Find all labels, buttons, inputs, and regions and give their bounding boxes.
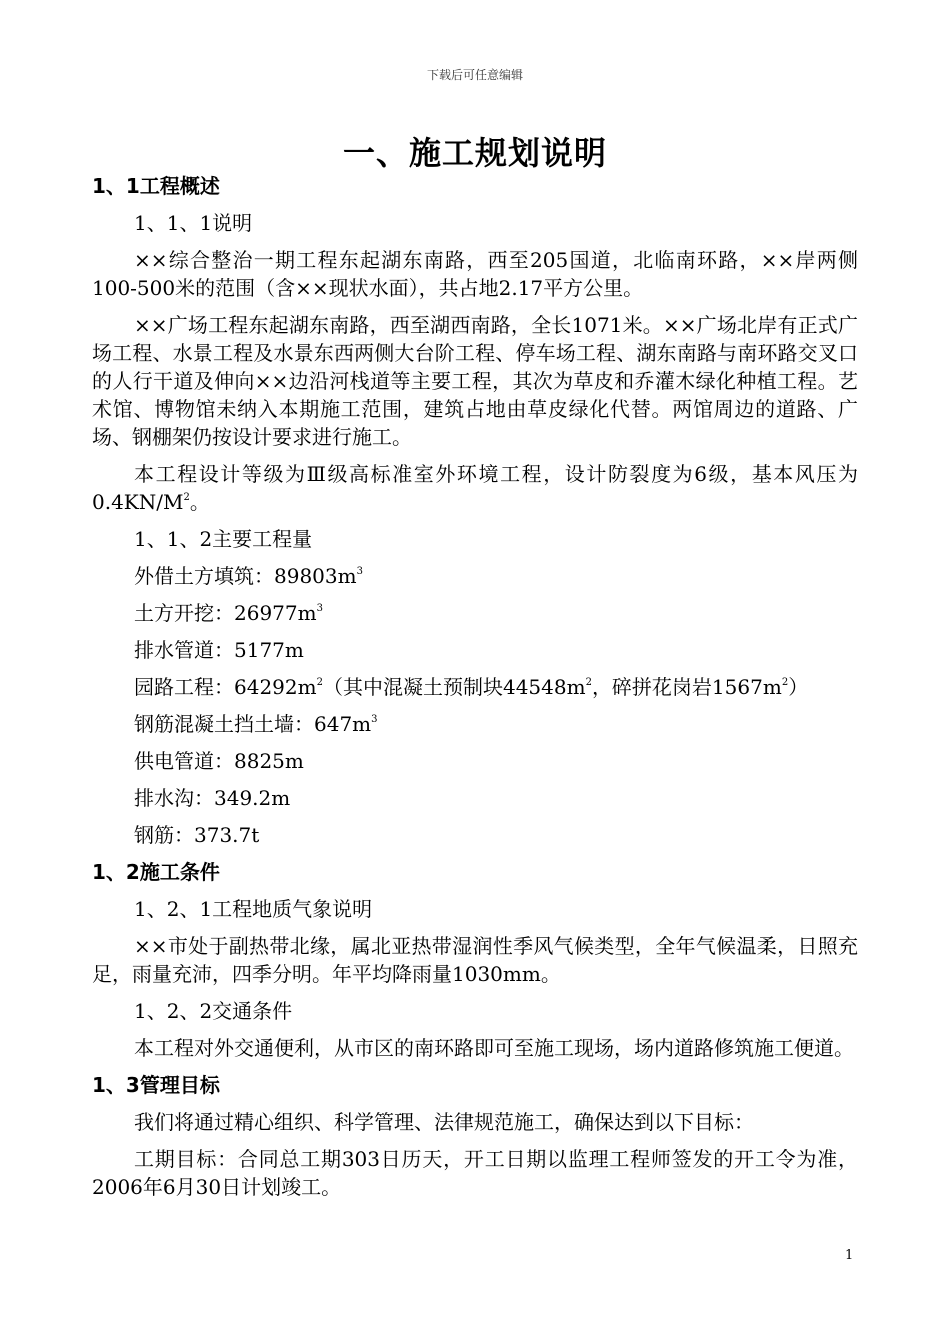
section-heading-management-goals: 1、3管理目标 [92, 1073, 220, 1097]
quantity-item: 钢筋：373.7t [134, 823, 260, 847]
document-body [92, 172, 858, 1210]
paragraph-traffic: 本工程对外交通便利，从市区的南环路即可至施工现场，场内道路修筑施工便道。 [134, 1036, 854, 1060]
page-number: 1 [845, 1248, 854, 1263]
section-heading-conditions: 1、2施工条件 [92, 860, 220, 884]
paragraph-design-grade: 本工程设计等级为Ⅲ级高标准室外环境工程，设计防裂度为6级，基本风压为$0.4KN/M^2$。 [92, 462, 858, 514]
quantity-item: 外借土方填筑：$89803m^3$ [134, 564, 363, 588]
paragraph-scope: ××综合整治一期工程东起湖东南路，西至205国道，北临南环路，××岸两侧100-500米的范围（含××现状水面），共占地2.17平方公里。 [92, 248, 858, 300]
paragraph-schedule-goal: 工期目标：合同总工期303日历天，开工日期以监理工程师签发的开工令为准，2006年6月30日计划竣工。 [92, 1147, 858, 1199]
subsection-heading-description: 1、1、1说明 [134, 211, 253, 235]
quantity-item: 园路工程：$64292m^2$（其中混凝土预制块$44548m^2$，碎拼花岗岩$1567m^2$） [134, 675, 809, 699]
document-title: 一、施工规划说明 [342, 134, 607, 172]
quantity-item: 土方开挖：$26977m^3$ [134, 601, 323, 625]
quantity-item: 钢筋混凝土挡土墙：$647m^3$ [134, 712, 378, 736]
quantity-item: 供电管道：8825m [134, 749, 304, 773]
subsection-heading-traffic: 1、2、2交通条件 [134, 999, 293, 1023]
subsection-heading-geology-climate: 1、2、1工程地质气象说明 [134, 897, 373, 921]
subsection-heading-quantities: 1、1、2主要工程量 [134, 527, 313, 551]
paragraph-goals-intro: 我们将通过精心组织、科学管理、法律规范施工，确保达到以下目标： [134, 1110, 754, 1134]
page-header: 下载后可任意编辑 [426, 68, 523, 82]
quantity-item: 排水沟：349.2m [134, 786, 291, 810]
paragraph-climate: ××市处于副热带北缘，属北亚热带湿润性季风气候类型，全年气候温柔，日照充足，雨量充沛，四季分明。年平均降雨量1030mm。 [92, 934, 858, 986]
quantity-item: 排水管道：5177m [134, 638, 304, 662]
paragraph-plaza: ××广场工程东起湖东南路，西至湖西南路，全长1071米。××广场北岸有正式广场工程、水景工程及水景东西两侧大台阶工程、停车场工程、湖东南路与南环路交叉口的人行干道及伸向××边沿河栈道等主要工程，其次为草皮和乔灌木绿化种植工程。艺术馆、博物馆未纳入本期施工范围，建筑占地由草皮绿化代替。两馆周边的道路、广场、钢棚架仍按设计要求进行施工。 [92, 313, 858, 449]
section-heading-overview: 1、1工程概述 [92, 174, 220, 198]
